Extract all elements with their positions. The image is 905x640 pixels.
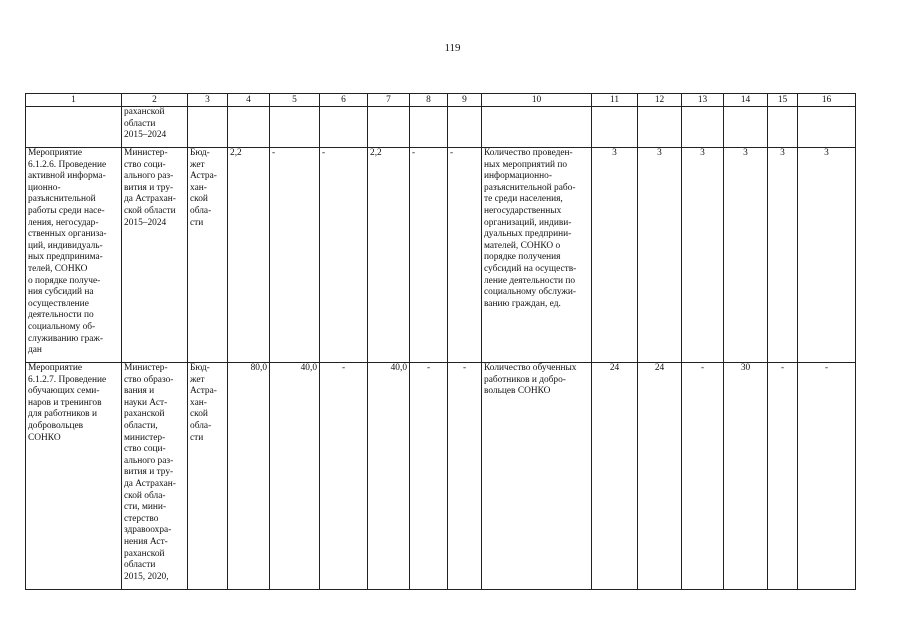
- table-cell: [682, 107, 724, 148]
- indicator-value-cell: 24: [638, 363, 682, 590]
- indicator-value-cell: 3: [724, 148, 768, 363]
- table-cell: [270, 107, 320, 148]
- indicator-value-cell: -: [682, 363, 724, 590]
- responsible-cell: Министер- ство соци- ального раз- вития и тру- да Астрахан- ской области 2015–2024: [122, 148, 188, 363]
- table-cell: [724, 107, 768, 148]
- indicator-cell: Количество проведен- ных мероприятий по информационно- разъяснительной рабо- те среди населения, негосударственных организаций, индиви- дуальных предприни- мателей, СОНКО о порядке получения субсидий на осуществ- ление деятельности по социальному обслужи- ванию граждан, ед.: [482, 148, 592, 363]
- header-cell: 13: [682, 94, 724, 107]
- indicator-value-cell: 24: [592, 363, 638, 590]
- header-cell: 4: [228, 94, 270, 107]
- header-cell: 5: [270, 94, 320, 107]
- value-cell: 2,2: [368, 148, 410, 363]
- value-cell: -: [270, 148, 320, 363]
- table-cell: [410, 107, 448, 148]
- value-cell: 80,0: [228, 363, 270, 590]
- funding-source-cell: Бюд- жет Астра- хан- ской обла- сти: [188, 148, 228, 363]
- header-cell: 11: [592, 94, 638, 107]
- page-number: 119: [444, 42, 461, 54]
- indicator-value-cell: -: [798, 363, 856, 590]
- header-cell: 15: [768, 94, 798, 107]
- indicator-value-cell: -: [768, 363, 798, 590]
- header-cell: 9: [448, 94, 482, 107]
- indicator-value-cell: 30: [724, 363, 768, 590]
- indicator-cell: Количество обученных работников и добро- вольцев СОНКО: [482, 363, 592, 590]
- responsible-cell: Министер- ство образо- вания и науки Аст- раханской области, министер- ство соци- ального раз- вития и тру- да Астрахан- ской обла- сти, мини- стерство здравоохра- нения Аст- раханской области 2015, 2020,: [122, 363, 188, 590]
- table-cell: [188, 107, 228, 148]
- table-cell: [798, 107, 856, 148]
- table-row: [26, 148, 856, 363]
- value-cell: -: [320, 148, 368, 363]
- table-cell: [768, 107, 798, 148]
- table-row-continuation: [26, 107, 856, 148]
- indicator-value-cell: 3: [638, 148, 682, 363]
- indicator-value-cell: 3: [768, 148, 798, 363]
- header-cell: 14: [724, 94, 768, 107]
- header-cell: 2: [122, 94, 188, 107]
- table-header-row: [26, 94, 856, 107]
- indicator-value-cell: 3: [592, 148, 638, 363]
- header-cell: 10: [482, 94, 592, 107]
- document-table: [25, 93, 856, 590]
- value-cell: 40,0: [368, 363, 410, 590]
- header-cell: 1: [26, 94, 122, 107]
- header-cell: 7: [368, 94, 410, 107]
- indicator-value-cell: 3: [798, 148, 856, 363]
- table-cell: [320, 107, 368, 148]
- header-cell: 16: [798, 94, 856, 107]
- indicator-value-cell: 3: [682, 148, 724, 363]
- value-cell: -: [410, 363, 448, 590]
- value-cell: -: [448, 363, 482, 590]
- value-cell: -: [410, 148, 448, 363]
- table-cell: [482, 107, 592, 148]
- header-cell: 12: [638, 94, 682, 107]
- activity-cell: Мероприятие 6.1.2.6. Проведение активной информа- ционно- разъяснительной работы среди насе- ления, негосудар- ственных организа- ций, индивидуаль- ных предпринима- телей, СОНКО о порядке получе- ния субсидий на осуществление деятельности по социальному об- служиванию граж- дан: [26, 148, 122, 363]
- table-row: [26, 363, 856, 590]
- header-cell: 3: [188, 94, 228, 107]
- table-cell: [26, 107, 122, 148]
- value-cell: -: [320, 363, 368, 590]
- funding-source-cell: Бюд- жет Астра- хан- ской обла- сти: [188, 363, 228, 590]
- header-cell: 6: [320, 94, 368, 107]
- value-cell: 40,0: [270, 363, 320, 590]
- value-cell: -: [448, 148, 482, 363]
- table-cell: [592, 107, 638, 148]
- table-cell: [448, 107, 482, 148]
- table-cell: [638, 107, 682, 148]
- responsible-cell: раханской области 2015–2024: [122, 107, 188, 148]
- table-cell: [228, 107, 270, 148]
- header-cell: 8: [410, 94, 448, 107]
- table-cell: [368, 107, 410, 148]
- activity-cell: Мероприятие 6.1.2.7. Проведение обучающих семи- наров и тренингов для работников и добровольцев СОНКО: [26, 363, 122, 590]
- value-cell: 2,2: [228, 148, 270, 363]
